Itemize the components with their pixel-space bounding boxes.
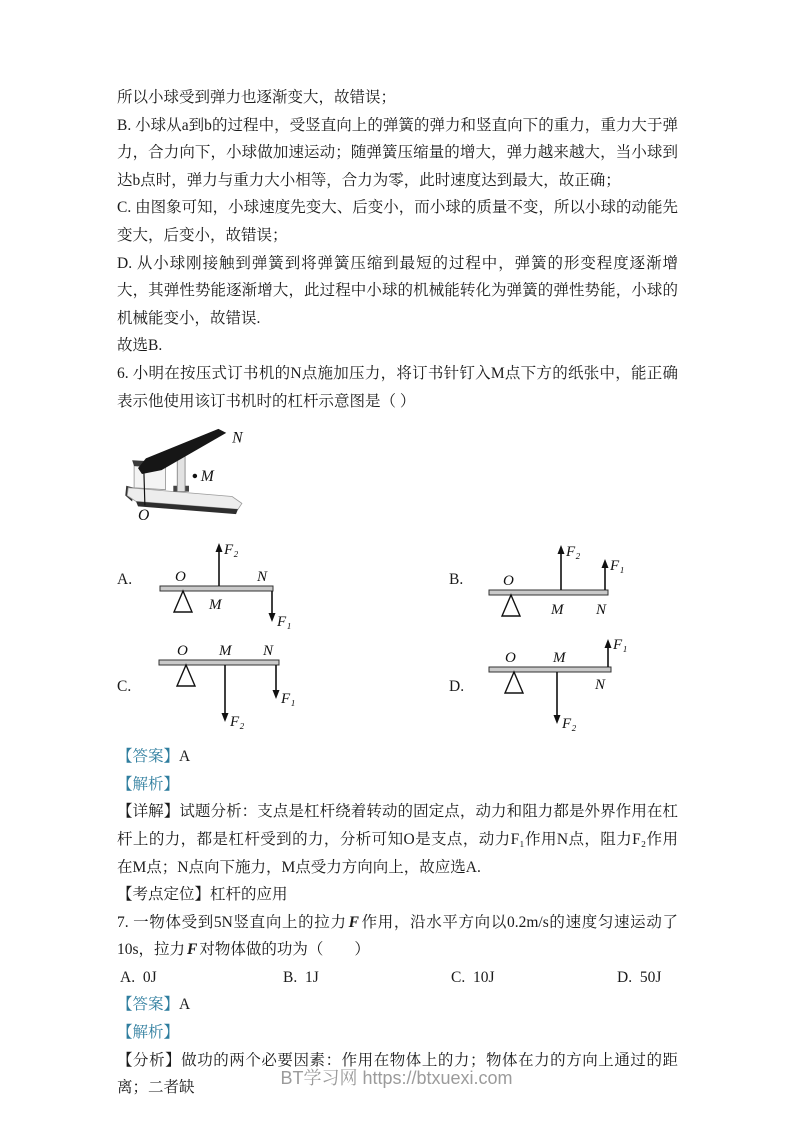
lever-diagram-b-icon — [477, 530, 652, 630]
lever-diagram-c-icon — [145, 635, 325, 740]
option-a-letter: A. — [117, 571, 133, 589]
force-symbol: F — [187, 941, 198, 959]
label-f1: F₁ — [613, 637, 628, 654]
option-value: 10J — [472, 968, 495, 986]
label-m: M — [551, 602, 564, 619]
label-m: M — [209, 597, 222, 614]
label-f2: F₂ — [230, 713, 245, 730]
force-symbol: F — [348, 913, 359, 931]
q6-kaodian-line — [117, 881, 678, 909]
q5-line-a-continuation: 所以小球受到弹力也逐渐变大，故错误； — [117, 89, 397, 106]
q6-stem: 6. 小明在按压式订书机的N点施加压力，将订书针钉入M点下方的纸张中，能正确表示他使用该订书机时的杠杆示意图是（ ） — [117, 364, 678, 410]
q7-stem — [117, 909, 678, 964]
exam-content — [117, 84, 678, 1102]
answer-label: 【答案】 — [117, 996, 180, 1014]
label-o: O — [177, 642, 188, 659]
q6-detail-analysis: 【详解】试题分析：支点是杠杆绕着转动的固定点，动力和阻力都是外界作用在杠杆上的力，都是杠杆受到的力，分析可知O是支点，动力F₁作用N点，阻力F₂作用在M点；N点向下施力，M点受力方向向上，故应选A. — [117, 803, 678, 876]
answer-value: A — [179, 996, 191, 1014]
stapler-figure — [121, 425, 256, 523]
label-f2: F₂ — [566, 544, 581, 561]
option-value: 1J — [304, 968, 319, 986]
label-o: O — [503, 573, 514, 590]
jiexi-label: 【解析】 — [117, 775, 180, 793]
label-n: N — [263, 642, 274, 659]
option-value: 50J — [639, 968, 662, 986]
label-m: M — [553, 650, 566, 667]
option-c-letter: C. — [117, 678, 132, 696]
q6-jiexi-line — [117, 771, 678, 799]
option-letter: D. — [617, 968, 633, 986]
q6-option-diagrams — [117, 529, 678, 743]
q7-option-d — [617, 964, 678, 992]
q5-analysis-c: C. 由图象可知，小球速度先变大、后变小，而小球的质量不变，所以小球的动能先变大，后变小，故错误； — [117, 199, 678, 244]
kaodian-value: 杠杆的应用 — [210, 886, 288, 904]
q7-seg1: 7. 一物体受到5N竖直向上的拉力 — [117, 913, 347, 931]
label-m: M — [219, 642, 232, 659]
label-n: N — [257, 569, 268, 586]
label-n: N — [596, 602, 607, 619]
label-f2: F₂ — [562, 716, 577, 733]
q5-analysis-b: B. 小球从a到b的过程中，受竖直向上的弹簧的弹力和竖直向下的重力，重力大于弹力，合力向下，小球做加速运动；随弹簧压缩量的增大，弹力越来越大，当小球到达b点时，弹力与重力大小相等，合力为零，此时速度达到最大，故正确； — [117, 116, 678, 189]
point-label-o: O — [138, 507, 150, 524]
lever-diagram-d-icon — [477, 631, 657, 743]
lever-diagram-a-icon — [145, 530, 320, 630]
label-f2: F₂ — [224, 542, 239, 559]
q5-conclusion: 故选B. — [117, 337, 163, 355]
q7-option-b — [283, 964, 451, 992]
q7-seg2: 作用，沿水平方向以0.2m/s的速度匀速运动了10s，拉力 — [117, 913, 678, 959]
q5-analysis-d: D. 从小球刚接触到弹簧到将弹簧压缩到最短的过程中，弹簧的形变程度逐渐增大，其弹性势能逐渐增大，此过程中小球的机械能转化为弹簧的弹性势能，小球的机械能变小，故错误. — [117, 254, 678, 327]
option-a — [117, 529, 449, 631]
q7-seg3: 对物体做的功为（ ） — [199, 941, 370, 959]
option-letter: B. — [283, 968, 298, 986]
option-b-letter: B. — [449, 571, 464, 589]
label-f1: F₁ — [277, 614, 292, 631]
option-letter: C. — [451, 968, 466, 986]
point-label-n: N — [232, 429, 243, 447]
option-c — [117, 631, 449, 743]
q7-jiexi-line — [117, 1019, 678, 1047]
q6-answer-line — [117, 743, 678, 771]
option-value: 0J — [142, 968, 157, 986]
point-m-dot — [193, 474, 198, 479]
label-o: O — [505, 650, 516, 667]
jiexi-label: 【解析】 — [117, 1024, 180, 1042]
point-label-m: M — [200, 467, 214, 485]
q7-option-a — [120, 964, 283, 992]
answer-label: 【答案】 — [117, 748, 180, 766]
option-d-letter: D. — [449, 678, 465, 696]
label-o: O — [175, 569, 186, 586]
option-letter: A. — [120, 968, 136, 986]
label-n: N — [595, 677, 606, 694]
footer-watermark: BT学习网 https://btxuexi.com — [280, 1068, 513, 1088]
option-d — [449, 631, 678, 743]
label-f1: F₁ — [281, 690, 296, 707]
q7-option-c — [451, 964, 617, 992]
label-f1: F₁ — [610, 558, 625, 575]
option-b — [449, 529, 678, 631]
kaodian-label: 【考点定位】 — [117, 886, 211, 904]
stapler-illustration-icon — [121, 425, 256, 523]
q7-fenxi-line: 【分析】做功的两个必要因素：作用在物体上的力；物体在力的方向上通过的距离；二者缺 — [117, 1051, 678, 1097]
q7-answer-line — [117, 991, 678, 1019]
q7-options-row — [117, 964, 678, 992]
answer-value: A — [179, 748, 191, 766]
